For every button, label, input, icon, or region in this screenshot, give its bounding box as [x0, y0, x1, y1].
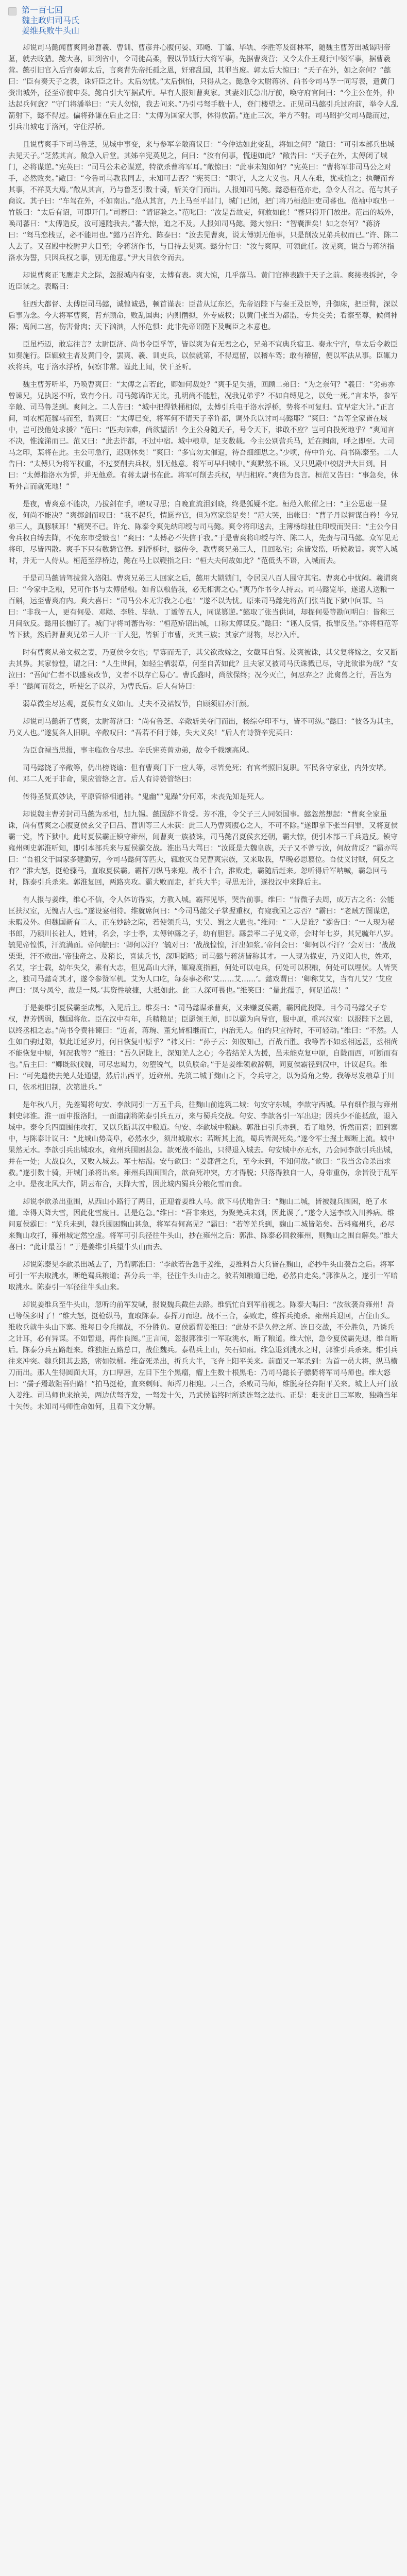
paragraph: 有人报与姜维，维心不信，令人体访得实，方教入城。霸拜见毕，哭告前事。维曰：“昔微子去周，成万古之名：公能匡扶汉室，无愧古人也。”遂设宴相待。维就席问曰：“今司马懿父子掌握重权，有窥我国之志否？”霸曰：“老贼方图谋逆，未暇及外。但魏国新有二人，正在妙龄之际，若使领兵马，实吴、蜀之大患也。”维问：“二人是谁？”霸告曰：“一人现为秘书郎，乃颍川长社人，姓钟，名会，字士季，太傅钟繇之子，幼有胆智。繇尝率二子见文帝，会时年七岁，其兄毓年八岁。毓见帝惶惧，汗流满面。帝问毓曰：‘卿何以汗？’毓对曰：‘战战惶惶，汗出如浆。’帝问会曰：‘卿何以不汗？’会对曰：‘战战栗栗，汗不敢出。’帝独奇之。及稍长，喜读兵书，深明韬略；司马懿与蒋济皆称其才。一人现为掾吏，乃义阳人也，姓邓，名艾，字士载，幼年失父，素有大志，但见高山大泽，辄窥度指画，何处可以屯兵，何处可以积粮，何处可以埋伏。人皆笑之，独司马懿奇其才，遂令参赞军机。艾为人口吃，每奏事必称‘艾……艾……’。懿戏谓曰：‘卿称艾艾，当有几艾？’艾应声曰：‘凤兮凤兮，故是一凤。’其资性敏捷，大抵如此。此二人深可畏也。”维笑曰：“量此孺子，何足道哉！”: [8, 896, 398, 995]
paragraph: 为臣食禄当思报，事主临危合尽忠。辛氏宪英曾劝弟，故令千载颂高风。: [23, 747, 253, 755]
paragraph: 于是司马懿请驾拔营入洛阳。曹爽兄弟三人回家之后，懿用大锁锁门，令居民八百人围守其宅。曹爽心中忧闷。羲谓爽曰：“今家中乏粮，兄可作书与太傅借粮。如肯以粮借我，必无相害之心。”爽乃作书令人持去。司马懿览毕，遂遣人送粮一百斛，运至曹爽府内。爽大喜曰：“司马公本无害我之心也！”遂不以为忧。原来司马懿先将黄门张当捉下狱中问罪。当曰：“非我一人，更有何晏、邓飏、李胜、毕轨、丁谧等五人，同谋篡逆。”懿取了张当供词，却捉何晏等勘问明白：皆称三月间欲反。懿用长枷钉了。城门守将司蕃告称：“桓范矫诏出城，口称太傅谋反。”懿曰：“诬人反情，抵罪反坐。”亦将桓范等皆下狱，然后押曹爽兄弟三人并一干人犯，皆斩于市曹，灭其三族；其家产财物，尽抄入库。: [8, 574, 399, 639]
chapter-title-block: [22, 5, 79, 36]
chapter-header: [0, 0, 407, 36]
paragraph: 却说司马懿闻曹爽同弟曹羲、曹训、曹彦并心腹何晏、邓飏、丁谧、毕轨、李胜等及御林军，随魏主曹芳出城谒明帝墓，就去畋猎。懿大喜，即到省中，令司徒高柔，假以节钺行大将军事，先据曹爽营；又令太仆王观行中领军事，据曹羲营。懿引旧官入后宫奏郭太后，言爽背先帝托孤之恩，奸邪乱国，其罪当废。郭太后大惊曰：“天子在外，如之奈何？”懿曰：“臣有奏天子之表，诛奸臣之计。太后勿忧。”太后惧怕，只得从之。懿急令太尉蒋济、尚书令司马孚一同写表，遣黄门赍出城外，径至帝前申奏。懿自引大军据武库。早有人报知曹爽家。其妻刘氏急出厅前，唤守府官问曰：“今主公在外，仲达起兵何意？”守门将潘举曰：“夫人勿惊，我去问来。”乃引弓弩手数十人，登门楼望之。正见司马懿引兵过府前，举令人乱箭射下，懿不得过。偏将孙谦在后止之曰：“太傅为国家大事，休得放箭。”连止三次，举方不射。司马昭护父司马懿而过，引兵出城屯于洛河，守住浮桥。: [8, 44, 398, 131]
paragraph: 魏主曹芳听毕，乃唤曹爽曰：“太傅之言若此，卿如何裁处？”爽手足失措，回顾二弟曰：“为之奈何？”羲曰：“劣弟亦曾谏兄，兄执迷不听，致有今日。司马懿谲诈无比，孔明尚不能胜，况我兄弟乎？不如自缚见之，以免一死。”言未毕，参军辛敞、司马鲁芝到。爽问之。二人告曰：“城中把得铁桶相似，太傅引兵屯于洛水浮桥，势将不可复归。宜早定大计。”正言间，司农桓范骤马而至，谓爽曰：“太傅已变，将军何不请天子幸许都，调外兵以讨司马懿耶？”爽曰：“吾等全家皆在城中，岂可投他处求援？”范曰：“匹夫临难，尚欲望活！今主公身随天子，号令天下，谁敢不应？岂可自投死地乎？”爽闻言不决，惟流涕而已。范又曰：“此去许都，不过中宿。城中粮草，足支数载。今主公别营兵马，近在阙南，呼之即至。大司马之印，某将在此。主公可急行，迟则休矣！”爽曰：“多官勿太催逼，待吾细细思之。”少顷，侍中许允、尚书陈泰至。二人告曰：“太傅只为将军权重，不过要削去兵权，别无他意。将军可早归城中。”爽默然不语。又只见殿中校尉尹大目到。目曰：“太傅指洛水为誓，并无他意。有蒋太尉书在此。将军可削去兵权，早归相府。”爽信为良言。桓范又告曰：“事急矣，休听外言而就死地！”: [8, 381, 398, 491]
paragraph: 传得圣贤真妙诀，平原管辂相通神。“鬼幽”“鬼躁”分何邓，未丧先知是死人。: [23, 793, 269, 801]
paragraph: 是年秋八月，先差蜀将句安、李歆同引一万五千兵，往麴山前连筑二城：句安守东城，李歆守西城。早有细作报与雍州刺史郭淮。淮一面申报洛阳，一面遣副将陈泰引兵五万，来与蜀兵交战。句安、李歆各引一军出迎；因兵少不能抵敌，退入城中。泰令兵四面围住攻打，又以兵断其汉中粮道。句安、李歆城中粮缺。郭淮自引兵亦到，看了地势，忻然而喜；回到寨中，与陈泰计议曰：“此城山势高阜，必然水少，须出城取水；若断其上流，蜀兵皆渴死矣。”遂令军士掘土堰断上流。城中果然无水。李歆引兵出城取水，雍州兵围困甚急。歆死战不能出，只得退入城去。句安城中亦无水，乃会同李歆引兵出城，并在一处；大战良久，又败入城去。军士枯渴。安与歆曰：“姜都督之兵，至今未到，不知何故。”歆曰：“我当舍命杀出求救。”遂引数十骑，开城门杀将出来。雍州兵四面围合，歆奋死冲突，方才得脱；只落得独自一人，身带重伤，余皆没于乱军之中。是夜北风大作，阴云布合，天降大雪，因此城内蜀兵分粮化雪而食。: [8, 1101, 398, 1189]
paragraph: 却说曹爽正飞鹰走犬之际，忽报城内有变，太傅有表。爽大惊，几乎落马。黄门官捧表跪于天子之前。爽接表拆封，令近臣读之。表略曰：: [8, 272, 398, 291]
paragraph: 却说李歆杀出重围，从西山小路行了两日，正迎着姜维人马。歆下马伏地告曰：“麴山二城，皆被魏兵围困，绝了水道。幸得天降大雪，因此化雪度日。甚是危急。”维曰：“吾非来迟，为聚羌兵未到，因此误了。”遂令人送李歆入川养病。维问夏侯霸曰：“羌兵未到，魏兵围困麴山甚急，将军有何高见？”霸曰：“若等羌兵到，麴山二城皆陷矣。吾料雍州兵，必尽来麴山攻打，雍州城定然空虚。将军可引兵径往牛头山，抄在雍州之后：郭淮、陈泰必回救雍州，则麴山之围自解矣。”维大喜曰：“此计最善！”于是姜维引兵望牛头山而去。: [8, 1198, 398, 1251]
paragraph: 却说姜维兵至牛头山，忽听的前军发喊，报说魏兵截住去路。维慌忙自到军前视之。陈泰大喝曰：“汝欲袭吾雍州！吾已等候多时了！”维大怒，挺枪纵马，直取陈泰。泰挥刀而迎。战不三合，泰败走，维挥兵掩杀。雍州兵退回，占住山头。维收兵就牛头山下寨。维每日令兵搦战，不分胜负。夏侯霸谓姜维曰：“此处不是久停之所。连日交战，不分胜负，乃诱兵之计耳，必有异谋。不如暂退，再作良图。”正言间，忽报郭淮引一军取洮水，断了粮道。维大惊，急令夏侯霸先退，维自断后。陈泰分兵五路赶来。维独拒五路总口，战住魏兵。泰勒兵上山，矢石如雨。维急退到洮水之时，郭淮引兵杀来。维引兵往来冲突。魏兵阻其去路，密如铁桶。维奋死杀出，折兵大半，飞奔上阳平关来。前面又一军杀到：为首一员大将，纵马横刀而出。那人生得圆面大耳，方口厚唇，左目下生个黑瘤，瘤上生数十根黑毛：乃司马懿长子骠骑将军司马师也。维大怒曰：“孺子焉敢阻吾归路！”拍马挺枪，直来刺师。师挥刀相迎。只三合，杀败司马师，维脱身径奔阳平关来。城上人开门放入姜维。司马师也来抢关，两边伏弩齐发，一弩发十矢，乃武侯临终时所遗连弩之法也。正是：难支此日三军败，独赖当年十矢传。未知司马师性命如何，且看下文分解。: [8, 1301, 398, 1411]
paragraph: 臣虽朽迈，敢忘往言？太尉臣济、尚书令臣孚等，皆以爽为有无君之心，兄弟不宜典兵宿卫。奏永宁宫，皇太后令敕臣如奏施行。臣辄敕主者及黄门令，罢爽、羲、训吏兵，以侯就第，不得逗留，以稽车驾；敢有稽留，便以军法从事。臣辄力疾将兵，屯于洛水浮桥，伺察非常。谨此上闻，伏干圣听。: [8, 341, 398, 371]
paragraph: 是夜，曹爽意不能决，乃拔剑在手，嗟叹寻思；自晚直流泪到晓，终是狐疑不定。桓范入帐催之曰：“主公思虑一昼夜，何尚不能决？”爽掷剑而叹曰：“我不起兵，情愿弃官，但为富家翁足矣！”范大哭，出帐曰：“曹子丹以智谋自矜！今兄弟三人，真豚犊耳！”痛哭不已。许允、陈泰令爽先纳印绶与司马懿。爽令将印送去，主簿杨综扯住印绶而哭曰：“主公今日舍兵权自缚去降，不免东市受戮也！”爽曰：“太傅必不失信于我。”于是曹爽将印绶与许、陈二人，先赍与司马懿。众军见无将印，尽皆四散。爽手下只有数骑官僚。到浮桥时，懿传令，教曹爽兄弟三人，且回私宅；余皆发监，听候敕旨。爽等入城时，并无一人侍从。桓范至浮桥边，懿在马上以鞭指之曰：“桓大夫何故如此？”范低头不语，入城而去。: [8, 500, 399, 565]
paragraph: 时有曹爽从弟文叔之妻，乃夏侯令女也；早寡而无子，其父欲改嫁之，女截耳自誓。及爽被诛，其父复将嫁之，女又断去其鼻。其家惊惶，谓之曰：“人生世间，如轻尘栖弱草，何至自苦如此？且夫家又被司马氏诛戮已尽，守此欲谁为哉？”女泣曰：“吾闻‘仁者不以盛衰改节，义者不以存亡易心’。曹氏盛时，尚欲保终；况今灭亡，何忍弃之？此禽兽之行，吾岂为乎！”懿闻而贤之，听使乞子以养，为曹氏后。后人有诗曰：: [8, 649, 398, 691]
paragraph: 弱草微尘尽达观，夏侯有女义如山。丈夫不及裙钗节，自顾须眉亦汗颜。: [23, 700, 253, 708]
paragraph: 且说曹爽手下司马鲁芝，见城中事变，来与参军辛敞商议曰：“今仲达如此变乱，将如之何？”敞曰：“可引本部兵出城去见天子。”芝然其言。敞急入后堂。其姊辛宪英见之，问曰：“汝有何事，慌速如此？”敞告曰：“天子在外，太傅闭了城门，必将谋逆。”宪英曰：“司马公未必谋逆，特欲杀曹将军耳。”敞惊曰：“此事未知如何？”宪英曰：“曹将军非司马公之对手，必然败矣。”敞曰：“今鲁司马教我同去，未知可去否？”宪英曰：“职守，人之大义也。凡人在难，犹或恤之；执鞭而弃其事，不祥莫大焉。”敞从其言，乃与鲁芝引数十骑，斩关夺门而出。人报知司马懿。懿恐桓范亦走，急令人召之。范与其子商议。其子曰：“车驾在外，不如南出。”范从其言，乃上马至平昌门，城门已闭，把门将乃桓范旧吏司蕃也。范袖中取出一竹版曰：“太后有诏，可即开门。”司蕃曰：“请诏验之。”范叱曰：“汝是吾故吏，何敢如此！”蕃只得开门放出。范出的城外，唤司蕃曰：“太傅造反，汝可速随我去。”蕃大惊，追之不及。人报知司马懿。懿大惊曰：“智囊泄矣！如之奈何？”蒋济曰：“驽马恋栈豆，必不能用也。”懿乃召许允、陈泰曰：“汝去见曹爽，说太傅别无他事，只是削汝兄弟兵权而已。”许、陈二人去了。又召殿中校尉尹大目至；令蒋济作书，与目持去见爽。懿分付曰：“汝与爽厚，可领此任。汝见爽，说吾与蒋济指洛水为誓，只因兵权之事，别无他意。”尹大目依令而去。: [8, 141, 399, 262]
paragraph: 于是姜维引夏侯霸至成都，入见后主。维奏曰：“司马懿谋杀曹爽，又来赚夏侯霸，霸因此投降。目今司马懿父子专权，曹芳懦弱，魏国将危。臣在汉中有年，兵精粮足；臣愿领王师，即以霸为向导官，服中原，重兴汉室：以报陛下之恩，以终丞相之志。”尚书令费祎谏曰：“近者，蒋琬、董允皆相继而亡，内治无人。伯约只宜待时，不可轻动。”维曰：“不然。人生如白驹过隙，似此迁延岁月，何日恢复中原乎？”祎又曰：“孙子云：知彼知己，百战百胜。我等皆不如丞相远甚，丞相尚不能恢复中原，何况我等？”维曰：“吾久居陇上，深知羌人之心；今若结羌人为援，虽未能克复中原，自陇而西，可断而有也。”后主曰：“卿既欲伐魏，可尽忠竭力，勿堕锐气，以负朕命。”于是姜维领敕辞朝，同夏侯霸径到汉中，计议起兵。维曰：“可先遣使去羌人处通盟，然后出西平，近雍州。先筑二城于麴山之下，令兵守之，以为掎角之势。我等尽发粮草于川口，依丞相旧制，次第进兵。”: [8, 1004, 399, 1092]
paragraph: 司马懿饶了辛敞等，仍出榜晓谕：但有曹爽门下一应人等，尽皆免死；有官者照旧复职。军民各守家业，内外安堵。何、邓二人死于非命，果应管辂之言。后人有诗赞管辂曰：: [8, 764, 391, 784]
chapter-subtitle-2: 姜维兵败牛头山: [22, 26, 80, 36]
chapter-subtitle-1: 魏主政归司马氏: [22, 15, 80, 25]
paragraph: 却说司马懿斩了曹爽，太尉蒋济曰：“尚有鲁芝、辛敞斩关夺门而出，杨综夺印不与，皆不可纵。”懿曰：“彼各为其主，乃义人也。”遂复各人旧职。辛敞叹曰：“吾若不问于姊，失大义矣！”后人有诗赞辛宪英曰：: [8, 718, 398, 737]
paragraph: 却说陈泰见李歆杀出城去了，乃谓郭淮曰：“李歆若告急于姜维，姜维料吾大兵皆在麴山，必抄牛头山袭吾之后。将军可引一军去取洮水，断绝蜀兵粮道；吾分兵一半，径往牛头山击之。彼若知粮道已绝，必然自走矣。”郭淮从之，遂引一军暗取洮水。陈泰引一军径往牛头山来。: [8, 1261, 398, 1292]
book-icon: [8, 7, 16, 15]
paragraph: 却说魏主曹芳封司马懿为丞相，加九锡。懿固辞不肯受。芳不准，令父子三人同领国事。懿忽然想起：“曹爽全家虽诛，尚有曹爽之心腹夏侯玄父子曰吕、曹训等三人未获：此三人乃曹爽腹心之人，不可不除。”遂即拿下张当问罪，又将夏侯霸一党，皆下狱中。此时夏侯霸正镇守雍州，闻曹爽一族被诛，司马懿召夏侯玄还朝，霸大惊，便引本部三千兵造反。镇守雍州刺史郭淮听知，即引本部兵来与夏侯霸交战。淮出马大骂曰：“汝既是大魏皇族，天子又不曾亏汝，何故背反？”霸亦骂曰：“吾祖父于国家多建勤劳，今司马懿何等匹夫，辄敢灭吾兄曹爽宗族，又来取我，早晚必思篡位。吾仗义讨贼，何反之有？”淮大怒，挺枪骤马，直取夏侯霸。霸挥刀纵马来迎。战不十合，淮败走，霸随后赶来。忽听得后军呐喊，霸急回马时，陈泰引兵杀来。郭淮复回，两路夹攻。霸大败而走，折兵大半；寻思无计，遂投汉中来降后主。: [8, 810, 398, 887]
chapter-number: 第一百七回: [22, 5, 63, 15]
chapter-content: [0, 36, 407, 1413]
paragraph: 征西大都督、太傅臣司马懿，诚惶诚恐，顿首谨表：臣昔从辽东还，先帝诏陛下与秦王及臣等，升御床，把臣臂，深以后事为念。今大将军曹爽，背弃顾命，败乱国典；内则僭拟，外专威权；以黄门张当为都监，专共交关；看察至尊，候伺神器；离间二宫，伤害骨肉；天下汹汹，人怀危惧：此非先帝诏陛下及嘱臣之本意也。: [8, 300, 398, 331]
